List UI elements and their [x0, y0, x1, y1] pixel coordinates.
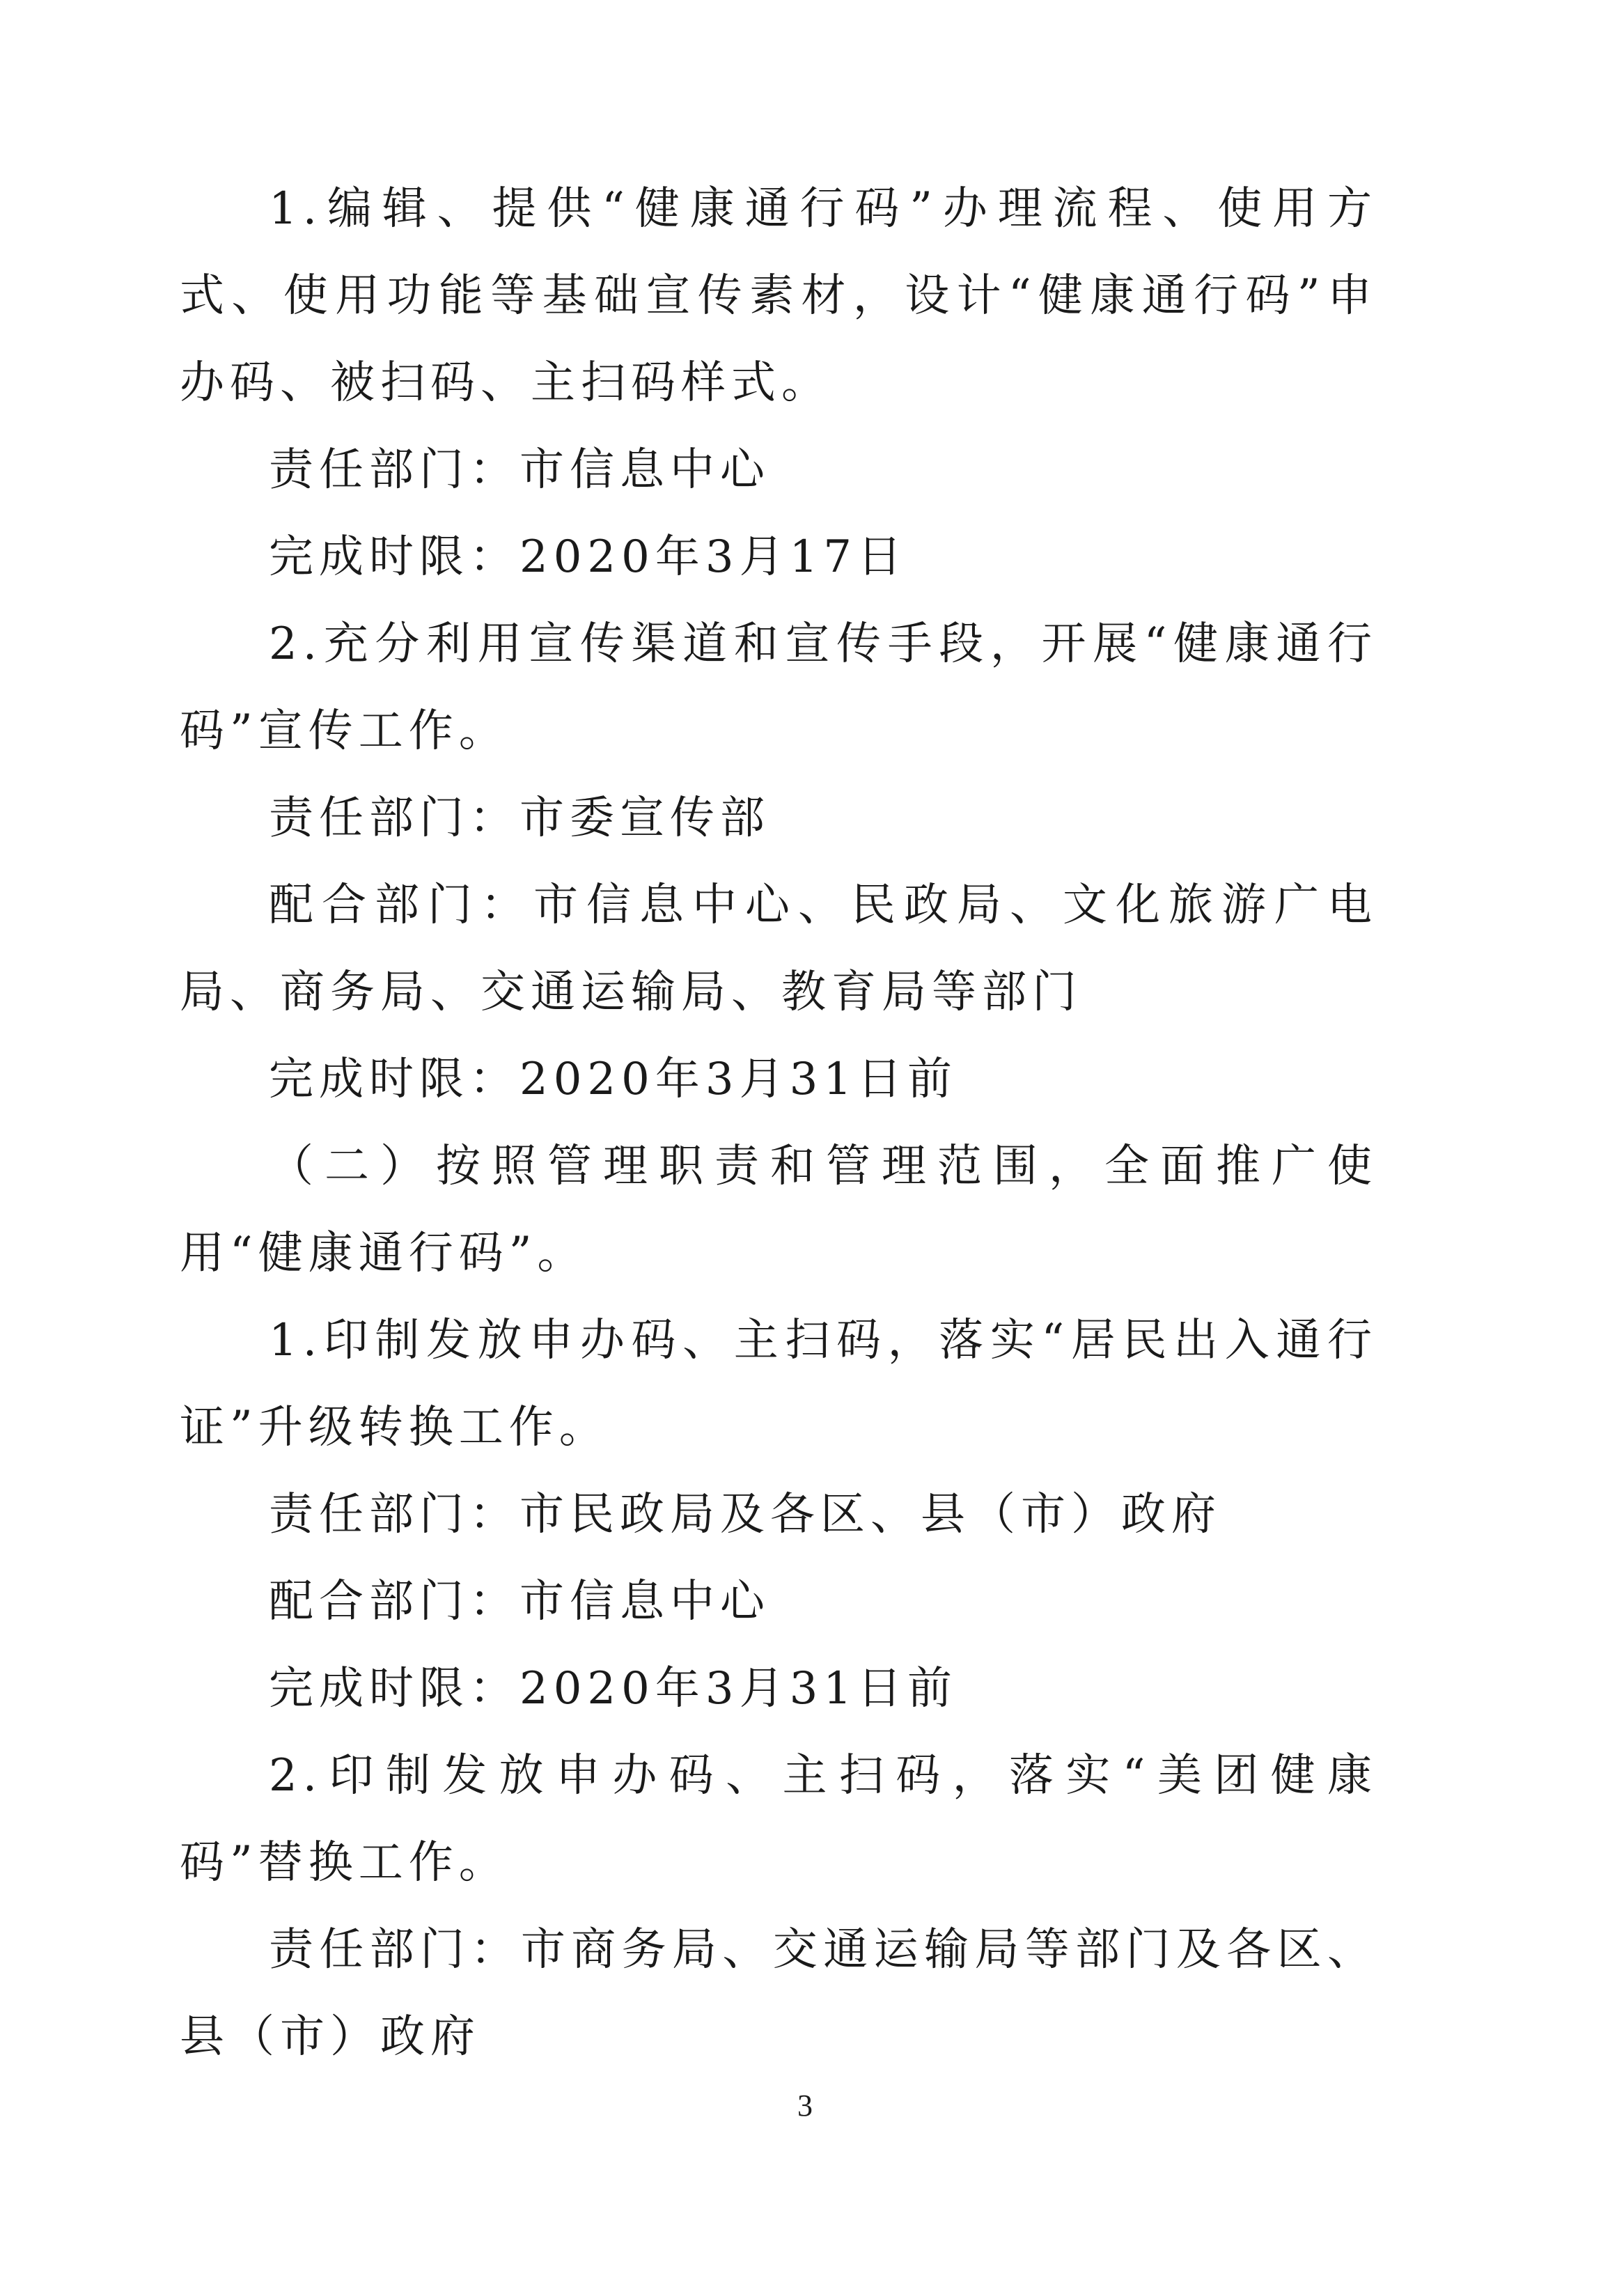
task-1-responsible-dept: 责任部门：市信息中心 [269, 444, 770, 496]
section-2-task-2-description: 2.印制发放申办码、主扫码，落实“美团健康码”替换工作。 [180, 1750, 1377, 1889]
task-1-deadline: 完成时限：2020年3月17日 [269, 531, 908, 583]
task-2-cooperating-depts: 配合部门：市信息中心、民政局、文化旅游广电局、商务局、交通运输局、教育局等部门 [180, 880, 1377, 1018]
section-2-task-2-responsible-dept: 责任部门：市商务局、交通运输局等部门及各区、县（市）政府 [180, 1924, 1377, 2063]
section-2-heading: （二）按照管理职责和管理范围，全面推广使用“健康通行码”。 [180, 1141, 1377, 1279]
task-2-responsible-dept: 责任部门：市委宣传部 [269, 792, 770, 844]
section-2-task-1-description: 1.印制发放申办码、主扫码，落实“居民出入通行证”升级转换工作。 [180, 1315, 1377, 1453]
section-2-task-1-responsible-dept: 责任部门：市民政局及各区、县（市）政府 [269, 1489, 1221, 1540]
task-2-description: 2.充分利用宣传渠道和宣传手段，开展“健康通行码”宣传工作。 [180, 618, 1377, 757]
section-2-task-1-deadline: 完成时限：2020年3月31日前 [269, 1663, 958, 1715]
page-number: 3 [797, 2088, 813, 2123]
document-body [180, 166, 1377, 2081]
section-2-task-1-cooperating-dept: 配合部门：市信息中心 [269, 1576, 770, 1627]
task-2-deadline: 完成时限：2020年3月31日前 [269, 1054, 958, 1105]
task-1-description: 1.编辑、提供“健康通行码”办理流程、使用方式、使用功能等基础宣传素材，设计“健康通行码”申办码、被扫码、主扫码样式。 [180, 183, 1377, 409]
